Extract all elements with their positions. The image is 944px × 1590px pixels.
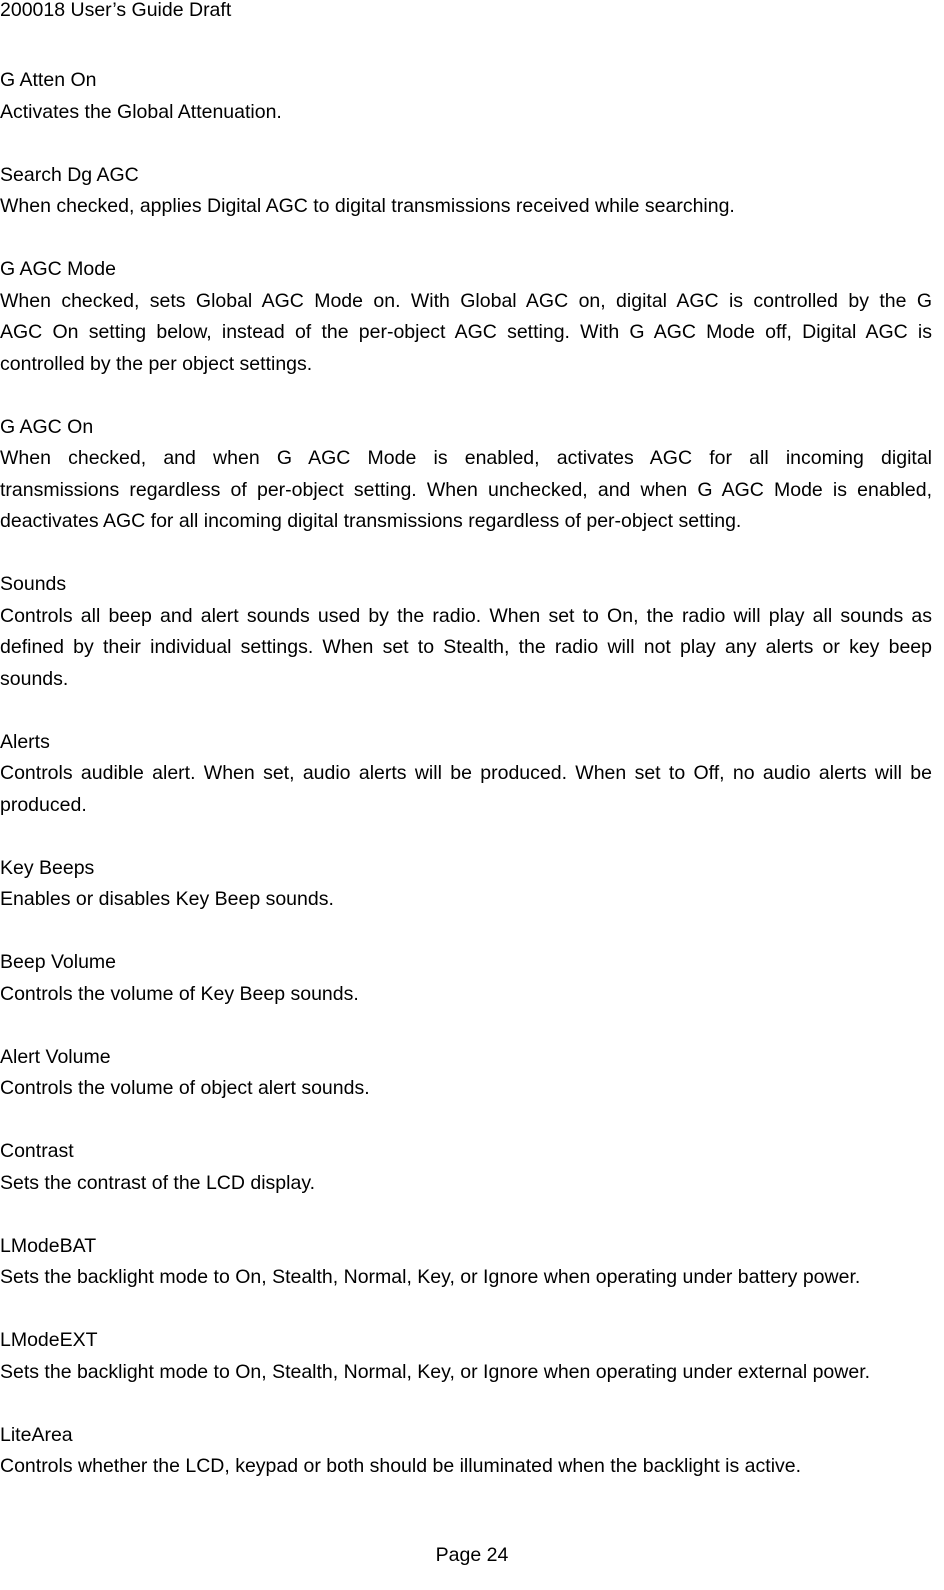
setting-description-line: Controls all beep and alert sounds used by the radio. When set to On, the radio will play all sounds as xyxy=(0,604,932,627)
setting-description-line: defined by their individual settings. When set to Stealth, the radio will not play any alerts or key beep xyxy=(0,636,932,658)
setting-description-line: Sets the backlight mode to On, Stealth, Normal, Key, or Ignore when operating under external power. xyxy=(0,1360,871,1383)
setting-title: G AGC On xyxy=(0,415,94,438)
setting-title: G Atten On xyxy=(0,69,97,91)
setting-description-line: deactivates AGC for all incoming digital transmissions regardless of per-object setting. xyxy=(0,510,742,532)
setting-section xyxy=(0,853,932,916)
setting-title: G AGC Mode xyxy=(0,258,116,280)
setting-section xyxy=(0,160,932,223)
setting-title: Alert Volume xyxy=(0,1045,111,1068)
setting-section xyxy=(0,1042,932,1105)
setting-description-line: Controls the volume of object alert sounds. xyxy=(0,1077,370,1099)
setting-title: Contrast xyxy=(0,1140,74,1162)
setting-title: Search Dg AGC xyxy=(0,163,139,186)
setting-section xyxy=(0,65,932,128)
setting-title: Beep Volume xyxy=(0,951,117,973)
setting-section xyxy=(0,727,932,822)
document-body xyxy=(0,65,932,1514)
setting-description-line: AGC On setting below, instead of the per-object AGC setting. With G AGC Mode off, Digital AGC is xyxy=(0,321,932,343)
setting-description-line: transmissions regardless of per-object setting. When unchecked, and when G AGC Mode is enabled, xyxy=(0,478,932,501)
setting-description-line: When checked, applies Digital AGC to digital transmissions received while searching. xyxy=(0,195,735,217)
setting-description-line: sounds. xyxy=(0,667,69,690)
setting-description-line: Activates the Global Attenuation. xyxy=(0,100,282,123)
page-header: 200018 User’s Guide Draft xyxy=(0,0,232,21)
setting-description-line: When checked, and when G AGC Mode is enabled, activates AGC for all incoming digital xyxy=(0,447,932,469)
setting-title: LModeEXT xyxy=(0,1329,98,1351)
setting-section xyxy=(0,412,932,538)
setting-title: Sounds xyxy=(0,573,67,595)
setting-section xyxy=(0,569,932,695)
setting-description-line: Sets the contrast of the LCD display. xyxy=(0,1171,316,1194)
setting-description-line: When checked, sets Global AGC Mode on. With Global AGC on, digital AGC is controlled by the G xyxy=(0,289,932,312)
setting-section xyxy=(0,1136,932,1199)
setting-description-line: Controls audible alert. When set, audio alerts will be produced. When set to Off, no audio alerts will be xyxy=(0,762,932,784)
setting-title: Key Beeps xyxy=(0,856,95,879)
setting-title: LModeBAT xyxy=(0,1234,97,1257)
setting-description-line: produced. xyxy=(0,793,87,816)
setting-description-line: controlled by the per object settings. xyxy=(0,352,313,375)
setting-section xyxy=(0,1420,932,1483)
setting-title: Alerts xyxy=(0,730,50,753)
setting-description-line: Controls whether the LCD, keypad or both should be illuminated when the backlight is active. xyxy=(0,1455,802,1477)
setting-section xyxy=(0,947,932,1010)
setting-title: LiteArea xyxy=(0,1423,73,1446)
setting-description-line: Controls the volume of Key Beep sounds. xyxy=(0,982,359,1005)
setting-section xyxy=(0,254,932,380)
setting-description-line: Sets the backlight mode to On, Stealth, Normal, Key, or Ignore when operating under battery power. xyxy=(0,1266,861,1288)
page-number: Page 24 xyxy=(435,1544,509,1566)
setting-description-line: Enables or disables Key Beep sounds. xyxy=(0,888,334,910)
setting-section xyxy=(0,1231,932,1294)
setting-section xyxy=(0,1325,932,1388)
